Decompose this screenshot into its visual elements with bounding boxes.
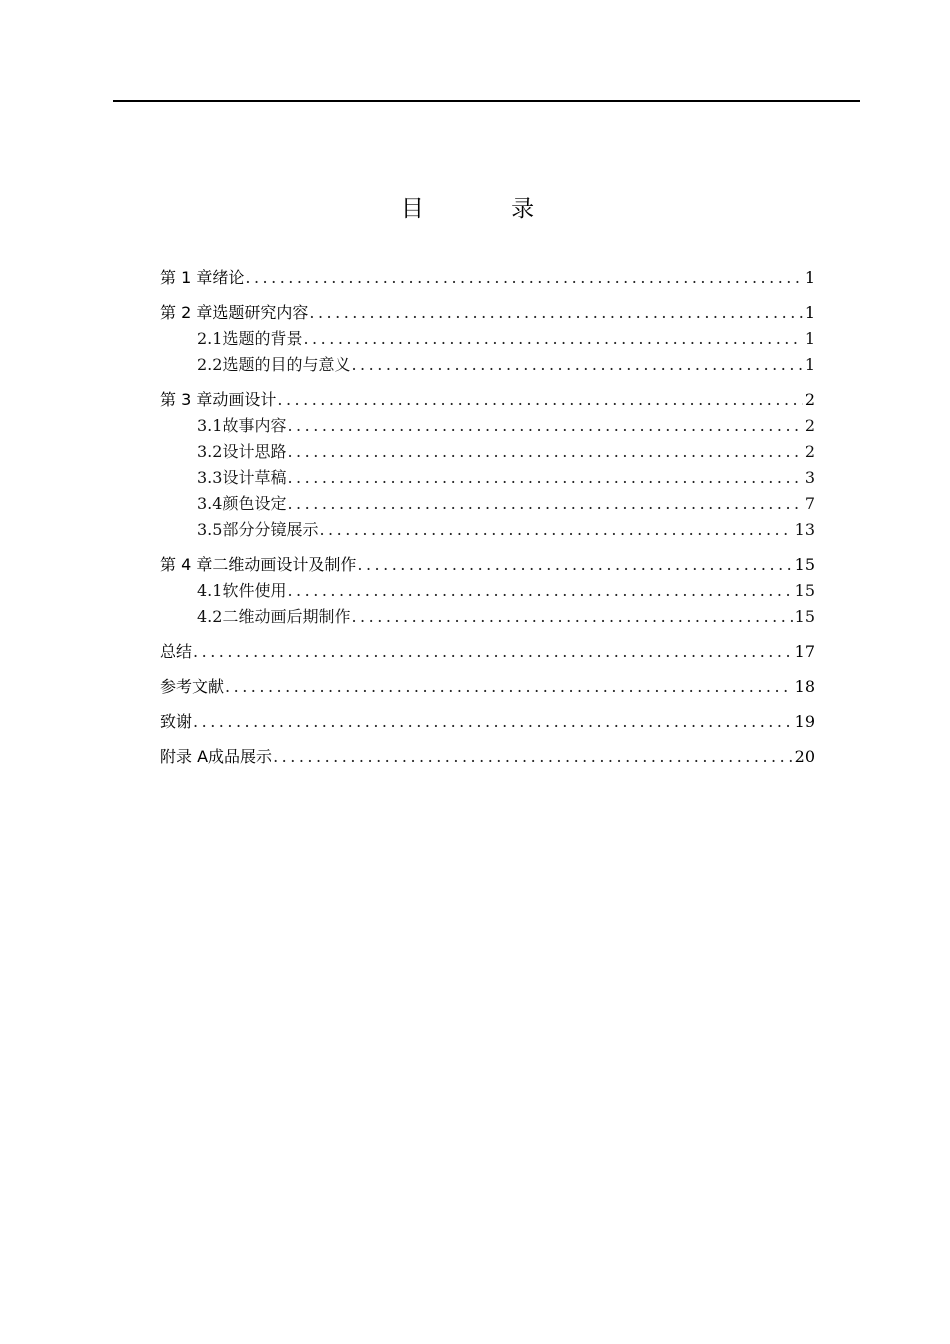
toc-entry[interactable]	[160, 413, 815, 439]
toc-entry-page: 20	[794, 747, 815, 766]
toc-entry-label: 设计草稿	[222, 468, 287, 487]
dot-leader	[193, 639, 793, 665]
toc-entry[interactable]	[160, 300, 815, 326]
toc-entry-number: 附录 A	[160, 747, 209, 766]
dot-leader	[287, 578, 792, 604]
toc-entry-page: 19	[794, 712, 815, 731]
dot-leader	[287, 465, 802, 491]
dot-leader	[357, 552, 792, 578]
toc-entry[interactable]	[160, 744, 815, 770]
toc-entry[interactable]	[160, 439, 815, 465]
toc-entry-label: 部分分镜展示	[222, 520, 319, 539]
toc-entry-page: 2	[804, 390, 815, 409]
toc-entry[interactable]	[160, 387, 815, 413]
toc-entry[interactable]	[160, 326, 815, 352]
dot-leader	[309, 300, 802, 326]
dot-leader	[303, 326, 802, 352]
toc-entry-label: 选题的目的与意义	[222, 355, 351, 374]
toc-entry-page: 7	[804, 494, 815, 513]
toc-entry-number: 3.1	[197, 416, 223, 435]
dot-leader	[225, 674, 793, 700]
toc-entry-page: 15	[794, 555, 815, 574]
toc-entry[interactable]	[160, 604, 815, 630]
header-rule	[113, 100, 860, 102]
toc-entry[interactable]	[160, 352, 815, 378]
toc-entry-page: 1	[804, 329, 815, 348]
toc-entry-label: 选题研究内容	[212, 303, 309, 322]
toc-entry-label: 总结	[160, 642, 193, 661]
toc-entry-number: 3.5	[197, 520, 223, 539]
toc-entry-number: 3.4	[197, 494, 223, 513]
toc-entry-number: 4.2	[197, 607, 223, 626]
dot-leader	[277, 387, 802, 413]
toc-entry-number: 3.3	[197, 468, 223, 487]
toc-entry-label: 选题的背景	[222, 329, 303, 348]
toc-entry[interactable]	[160, 465, 815, 491]
toc-entry-page: 15	[794, 581, 815, 600]
toc-entry-page: 18	[794, 677, 815, 696]
dot-leader	[245, 265, 802, 291]
toc-entry-label: 成品展示	[208, 747, 273, 766]
dot-leader	[351, 352, 802, 378]
dot-leader	[287, 491, 802, 517]
toc-entry[interactable]	[160, 517, 815, 543]
toc-entry-label: 软件使用	[222, 581, 287, 600]
toc-entry[interactable]	[160, 639, 815, 665]
toc-entry-page: 1	[804, 268, 815, 287]
toc-entry-number: 4.1	[197, 581, 223, 600]
toc-entry-number: 2.2	[197, 355, 223, 374]
dot-leader	[287, 439, 802, 465]
toc-entry-number: 第 1 章	[160, 268, 213, 287]
toc-entry-page: 1	[804, 355, 815, 374]
toc-entry-label: 二维动画设计及制作	[212, 555, 357, 574]
toc-entry-page: 1	[804, 303, 815, 322]
toc-entry-number: 第 3 章	[160, 390, 213, 409]
toc-entry[interactable]	[160, 709, 815, 735]
toc-entry[interactable]	[160, 674, 815, 700]
dot-leader	[351, 604, 792, 630]
toc-entry-label: 动画设计	[212, 390, 277, 409]
toc-entry-label: 绪论	[212, 268, 245, 287]
toc-entry-label: 二维动画后期制作	[222, 607, 351, 626]
toc-entry-page: 2	[804, 442, 815, 461]
toc-entry-page: 2	[804, 416, 815, 435]
toc-entry-page: 15	[794, 607, 815, 626]
toc-entry[interactable]	[160, 491, 815, 517]
toc-entry-label: 故事内容	[222, 416, 287, 435]
toc-entry-page: 13	[794, 520, 815, 539]
toc-entry-number: 第 4 章	[160, 555, 213, 574]
toc-entry-label: 设计思路	[222, 442, 287, 461]
table-of-contents	[160, 265, 815, 770]
toc-entry[interactable]	[160, 552, 815, 578]
toc-entry[interactable]	[160, 265, 815, 291]
toc-entry-page: 17	[794, 642, 815, 661]
dot-leader	[319, 517, 792, 543]
toc-entry-number: 第 2 章	[160, 303, 213, 322]
toc-entry-label: 致谢	[160, 712, 193, 731]
dot-leader	[193, 709, 793, 735]
toc-entry-page: 3	[804, 468, 815, 487]
dot-leader	[287, 413, 802, 439]
toc-entry-label: 参考文献	[160, 677, 225, 696]
toc-entry-number: 3.2	[197, 442, 223, 461]
toc-entry-label: 颜色设定	[222, 494, 287, 513]
toc-entry-number: 2.1	[197, 329, 223, 348]
dot-leader	[273, 744, 793, 770]
toc-entry[interactable]	[160, 578, 815, 604]
toc-title: 目 录	[400, 196, 575, 222]
